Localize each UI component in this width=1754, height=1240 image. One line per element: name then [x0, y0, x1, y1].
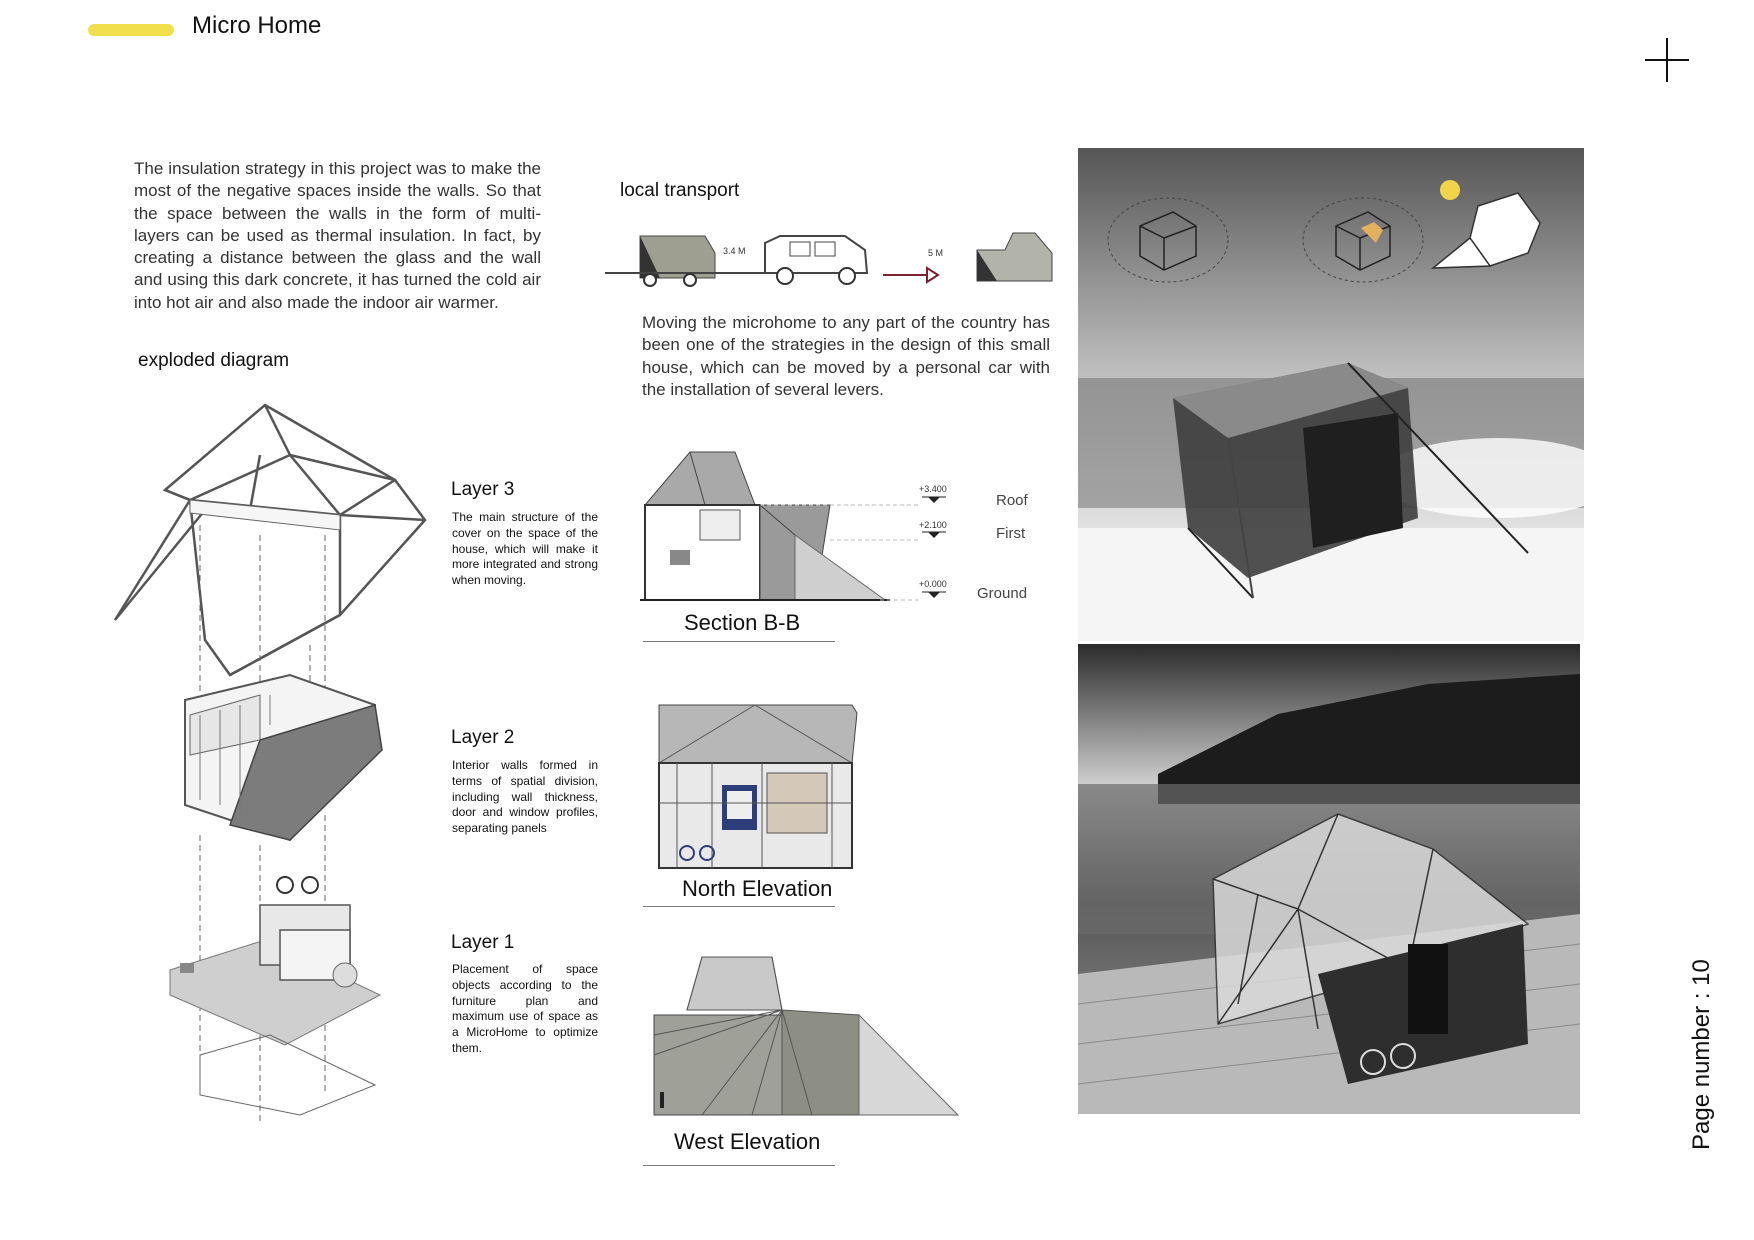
north-elevation-caption: North Elevation — [682, 876, 833, 901]
transport-paragraph: Moving the microhome to any part of the country has been one of the strategies in the design of this small house, which can be moved by a personal car with the installation of several levers. — [642, 313, 1050, 399]
transport-drawing — [605, 228, 1055, 288]
roof-level-label: Roof — [996, 492, 1028, 509]
section-caption-underline — [643, 641, 835, 642]
exploded-diagram-drawing — [110, 395, 440, 1130]
section-drawing — [640, 450, 940, 605]
page-title: Micro Home — [192, 12, 322, 39]
page-number: Page number : 10 — [1688, 959, 1715, 1150]
local-transport-heading: local transport — [620, 180, 740, 201]
first-level-value: +2.100 — [919, 520, 947, 530]
ground-level-label: Ground — [977, 585, 1028, 602]
title-accent-bar — [88, 24, 174, 36]
west-elevation-caption: West Elevation — [674, 1129, 821, 1154]
ground-level-value: +0.000 — [919, 579, 947, 589]
roof-level-value: +3.400 — [919, 484, 947, 494]
car-dimension-label: 3.4 M — [723, 246, 746, 256]
layer-1-text: Placement of space objects according to the furniture plan and maximum use of space as a MicroHome to optimize them. — [452, 962, 598, 1055]
west-elevation-drawing — [652, 955, 962, 1120]
layer-2-text: Interior walls formed in terms of spatial division, including wall thickness, door and window profiles, separating panels — [452, 758, 598, 836]
west-elevation-underline — [643, 1165, 835, 1166]
lake-render-image — [1078, 644, 1580, 1114]
layer-2-title: Layer 2 — [451, 727, 515, 748]
section-caption: Section B-B — [684, 610, 801, 635]
winter-render-image — [1078, 148, 1584, 641]
layer-3-title: Layer 3 — [451, 479, 515, 500]
north-elevation-drawing — [657, 703, 857, 868]
exploded-diagram-heading: exploded diagram — [138, 350, 290, 371]
intro-paragraph: The insulation strategy in this project was to make the most of the negative spaces inside the walls. So that the space between the walls in the form of multi-layers can be used as thermal insulation. In fact, by creating a distance between the glass and the wall and using this dark concrete, it has turned the cold air into hot air and also made the indoor air warmer. — [134, 159, 541, 312]
plus-icon[interactable] — [1645, 38, 1689, 82]
layer-3-text: The main structure of the cover on the space of the house, which will make it more integrated and strong when moving. — [452, 510, 598, 588]
home-dimension-label: 5 M — [928, 248, 944, 258]
layer-1-title: Layer 1 — [451, 932, 515, 953]
north-elevation-underline — [643, 906, 835, 907]
first-level-label: First — [996, 525, 1026, 542]
